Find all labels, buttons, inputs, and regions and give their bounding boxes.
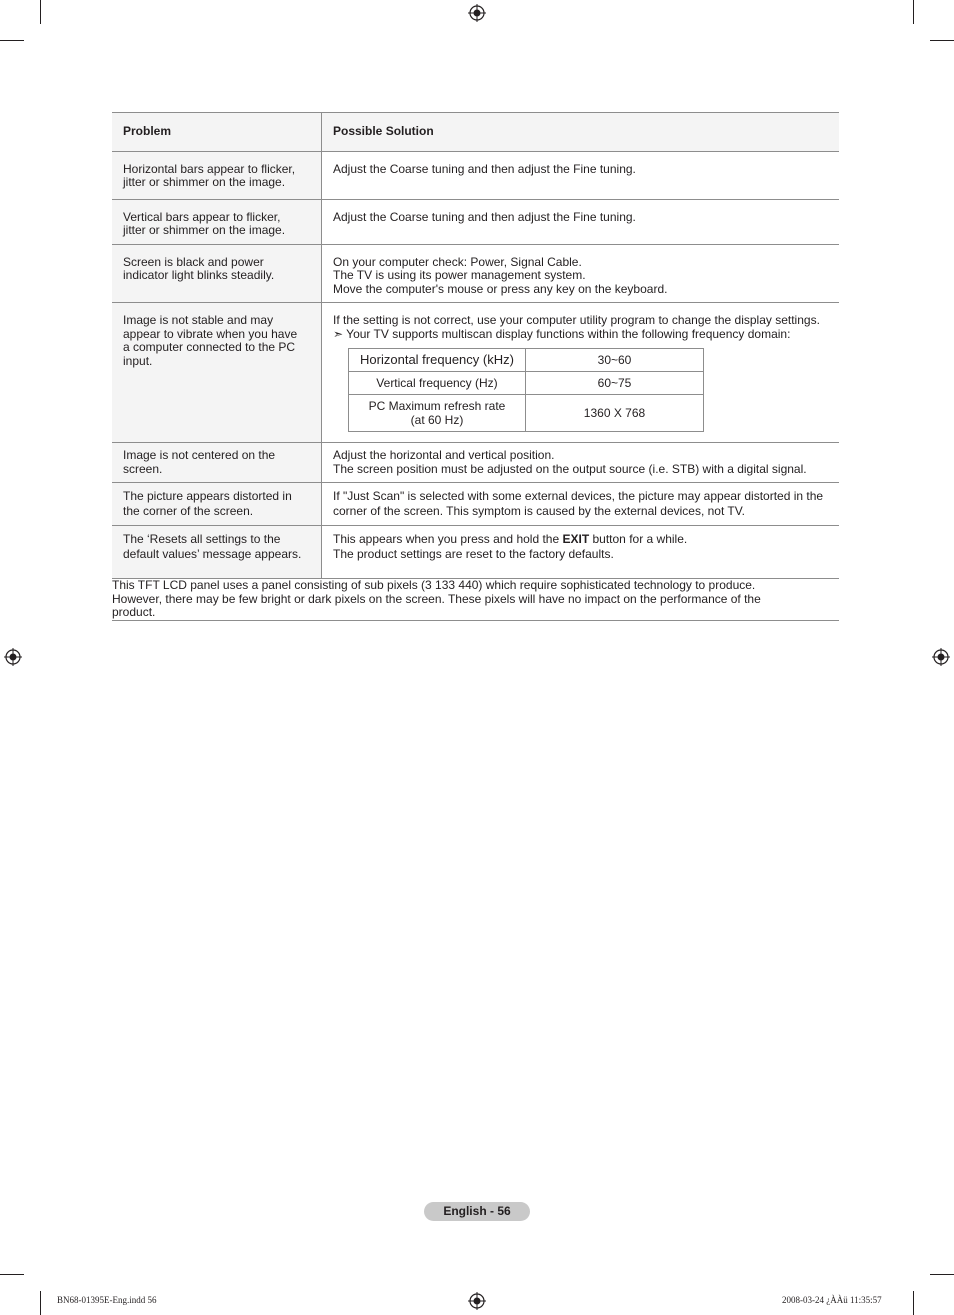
table-row [112,443,839,483]
table-row [112,526,839,579]
frequency-value: 60~75 [526,372,704,395]
problem-text: the corner of the screen. [123,504,254,518]
crop-mark [930,40,954,41]
solution-text: Adjust the horizontal and vertical position. [333,448,555,462]
frequency-label [349,395,526,432]
lcd-note [112,579,839,621]
frequency-label: Horizontal frequency (kHz) [349,349,526,372]
solution-text: corner of the screen. This symptom is caused by the external devices, not TV. [333,504,745,518]
registration-mark-icon [4,648,22,666]
crop-mark [930,1274,954,1275]
crop-mark [913,1291,914,1315]
table-row [112,199,839,244]
registration-mark-icon [468,1292,486,1310]
problem-text: The picture appears distorted in [123,489,292,503]
problem-cell [112,303,322,443]
problem-cell [112,443,322,483]
solution-text: Adjust the Coarse tuning and then adjust the Fine tuning. [333,161,636,176]
problem-text: Image is not centered on the [123,448,276,462]
refresh-label: PC Maximum refresh rate [368,399,506,413]
note-text: However, there may be few bright or dark pixels on the screen. These pixels will have no impact on the performance of the [112,591,761,606]
registration-mark-icon [932,648,950,666]
solution-text: If "Just Scan" is selected with some external devices, the picture may appear distorted in the [333,489,824,503]
registration-mark-icon [468,4,486,22]
problem-text: jitter or shimmer on the image. [123,223,286,237]
solution-text: Adjust the Coarse tuning and then adjust the Fine tuning. [333,209,636,224]
exit-button-label: EXIT [562,532,590,546]
solution-text: On your computer check: Power, Signal Cable. [333,254,582,269]
note-text: product. [112,605,156,619]
frequency-value: 30~60 [526,349,704,372]
solution-cell [322,443,840,483]
solution-text: Move the computer's mouse or press any key on the keyboard. [333,281,668,296]
solution-text [333,532,831,547]
solution-cell [322,303,840,443]
crop-mark [0,40,24,41]
note-text: This TFT LCD panel uses a panel consisting of sub pixels (3 133 440) which require sophisticated technology to produce. [112,578,756,592]
table-row [349,349,704,372]
note-row [112,579,839,621]
frequency-label: Vertical frequency (Hz) [349,372,526,395]
problem-text: input. [123,353,153,368]
problem-cell [112,526,322,579]
solution-cell [322,244,840,303]
problem-text: screen. [123,461,163,476]
header-problem: Problem [112,113,322,152]
table-row [112,483,839,526]
problem-text: Image is not stable and may [123,313,274,327]
problem-text: default values’ message appears. [123,547,302,561]
table-row [112,303,839,443]
problem-text: jitter or shimmer on the image. [123,175,286,189]
frequency-value: 1360 X 768 [526,395,704,432]
problem-cell [112,151,322,199]
solution-text-pre: This appears when you press and hold the [333,532,563,546]
problem-text: indicator light blinks steadily. [123,268,275,282]
date-slug: 2008-03-24 ¿ÀÀü 11:35:57 [782,1295,882,1305]
solution-cell [322,526,840,579]
problem-text: Screen is black and power [123,254,264,269]
table-row [112,151,839,199]
problem-cell [112,244,322,303]
solution-text: The TV is using its power management system. [333,268,586,282]
problem-text: The ‘Resets all settings to the [123,532,281,546]
solution-cell [322,199,840,244]
solution-note: ➣ Your TV supports multiscan display functions within the following frequency domain: [333,326,791,341]
problem-text: a computer connected to the PC [123,340,296,354]
page-number: English - 56 [424,1202,530,1221]
solution-text: The product settings are reset to the factory defaults. [333,547,614,561]
table-header-row [112,113,839,152]
table-row [349,372,704,395]
crop-mark [0,1274,24,1275]
troubleshooting-table [112,112,839,621]
table-row [112,244,839,303]
solution-cell [322,151,840,199]
refresh-label: (at 60 Hz) [410,413,464,427]
table-row [349,395,704,432]
crop-mark [913,0,914,24]
crop-mark [40,1291,41,1315]
solution-text-post: button for a while. [589,532,688,546]
solution-cell [322,483,840,526]
solution-text: If the setting is not correct, use your computer utility program to change the display settings. [333,313,820,327]
problem-cell [112,483,322,526]
problem-cell [112,199,322,244]
problem-text: Vertical bars appear to flicker, [123,209,281,224]
file-slug: BN68-01395E-Eng.indd 56 [57,1295,157,1305]
solution-text: The screen position must be adjusted on the output source (i.e. STB) with a digital signal. [333,461,807,476]
problem-text: Horizontal bars appear to flicker, [123,161,296,176]
frequency-table [348,348,704,432]
crop-mark [40,0,41,24]
problem-text: appear to vibrate when you have [123,326,298,341]
header-solution: Possible Solution [322,113,840,152]
